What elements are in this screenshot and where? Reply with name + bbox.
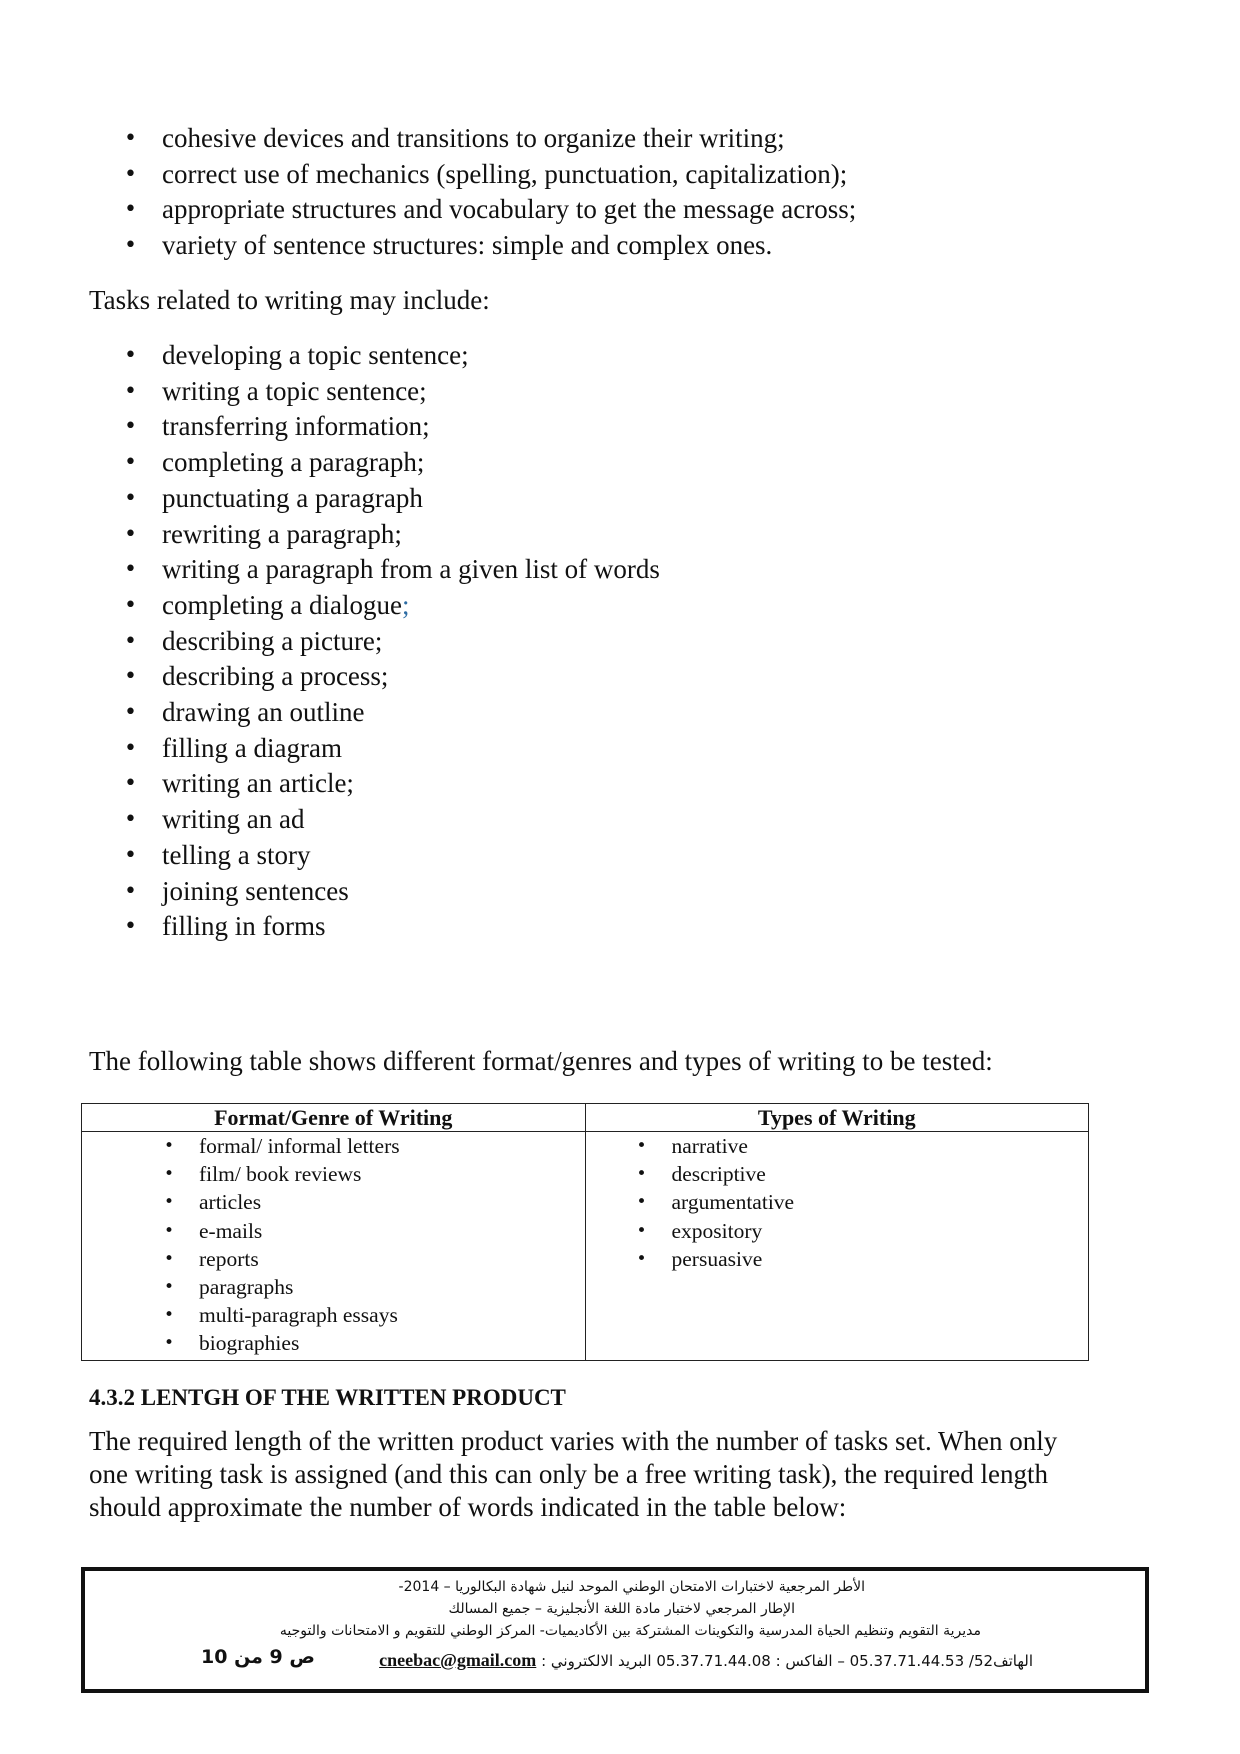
- list-item: • filling in forms: [89, 909, 660, 945]
- table-intro: The following table shows different format/genres and types of writing to be tested:: [89, 1046, 993, 1076]
- list-item: • persuasive: [586, 1245, 1089, 1273]
- list-item: • articles: [82, 1188, 585, 1216]
- footer-line-2: الإطار المرجعي لاختبار مادة اللغة الأنجليزية – جميع المسالك: [448, 1601, 795, 1617]
- list-item: • film/ book reviews: [82, 1160, 585, 1188]
- list-item: • writing an article;: [89, 766, 660, 802]
- list-item: • punctuating a paragraph: [89, 481, 660, 517]
- column-header-format: Format/Genre of Writing: [82, 1104, 586, 1132]
- list-item: • developing a topic sentence;: [89, 338, 660, 374]
- dialogue-text: completing a dialogue: [162, 589, 402, 620]
- list-item: • rewriting a paragraph;: [89, 517, 660, 553]
- writing-features-list: [89, 121, 856, 264]
- types-cell: [585, 1132, 1089, 1361]
- writing-tasks-list: [89, 338, 660, 945]
- list-item: • telling a story: [89, 838, 660, 874]
- list-item: • variety of sentence structures: simple and complex ones.: [89, 228, 856, 264]
- tasks-intro: Tasks related to writing may include:: [89, 285, 490, 315]
- list-item: • argumentative: [586, 1188, 1089, 1216]
- section-heading: 4.3.2 LENTGH OF THE WRITTEN PRODUCT: [89, 1385, 566, 1410]
- list-item: • appropriate structures and vocabulary to get the message across;: [89, 192, 856, 228]
- list-item: • writing a topic sentence;: [89, 374, 660, 410]
- page-number: ص 9 من 10: [201, 1646, 315, 1668]
- length-paragraph-line-3: should approximate the number of words indicated in the table below:: [89, 1492, 847, 1522]
- list-item: • filling a diagram: [89, 731, 660, 767]
- list-item: • e-mails: [82, 1217, 585, 1245]
- writing-genres-table: [81, 1103, 1089, 1361]
- list-item: • paragraphs: [82, 1273, 585, 1301]
- list-item: • expository: [586, 1217, 1089, 1245]
- list-item: • descriptive: [586, 1160, 1089, 1188]
- table-row: [82, 1132, 1089, 1361]
- list-item: • drawing an outline: [89, 695, 660, 731]
- list-item: • reports: [82, 1245, 585, 1273]
- list-item: • describing a process;: [89, 659, 660, 695]
- list-item: • correct use of mechanics (spelling, punctuation, capitalization);: [89, 157, 856, 193]
- list-item: • completing a paragraph;: [89, 445, 660, 481]
- types-list: [586, 1132, 1089, 1273]
- formats-cell: [82, 1132, 586, 1361]
- list-item: • transferring information;: [89, 409, 660, 445]
- page-footer: [81, 1567, 1149, 1693]
- list-item: • writing a paragraph from a given list of words: [89, 552, 660, 588]
- table-header-row: [82, 1104, 1089, 1132]
- email-link[interactable]: cneebac@gmail.com: [379, 1650, 537, 1670]
- list-item: • writing an ad: [89, 802, 660, 838]
- length-paragraph-line-2: one writing task is assigned (and this can only be a free writing task), the required length: [89, 1459, 1048, 1489]
- list-item: • narrative: [586, 1132, 1089, 1160]
- footer-line-1: الأطر المرجعية لاختبارات الامتحان الوطني الموحد لنيل شهادة البكالوريا – 2014-: [398, 1579, 865, 1595]
- list-item: • joining sentences: [89, 874, 660, 910]
- list-item: • formal/ informal letters: [82, 1132, 585, 1160]
- footer-line-3: مديرية التقويم وتنظيم الحياة المدرسية والتكوينات المشتركة بين الأكاديميات- المركز الوطني للتقويم و الامتحانات والتوجيه: [279, 1623, 981, 1639]
- dialogue-semicolon: ;: [401, 589, 410, 620]
- formats-list: [82, 1132, 585, 1358]
- footer-contact-text: الهاتف52/ 05.37.71.44.53 – الفاكس : 05.37.71.44.08 البريد الالكتروني :: [536, 1652, 1033, 1670]
- list-item: • biographies: [82, 1329, 585, 1357]
- list-item: [89, 588, 660, 624]
- footer-contact: [379, 1650, 1033, 1671]
- list-item: • describing a picture;: [89, 624, 660, 660]
- column-header-types: Types of Writing: [585, 1104, 1089, 1132]
- list-item: • cohesive devices and transitions to organize their writing;: [89, 121, 856, 157]
- length-paragraph-line-1: The required length of the written product varies with the number of tasks set. When only: [89, 1426, 1058, 1456]
- list-item: • multi-paragraph essays: [82, 1301, 585, 1329]
